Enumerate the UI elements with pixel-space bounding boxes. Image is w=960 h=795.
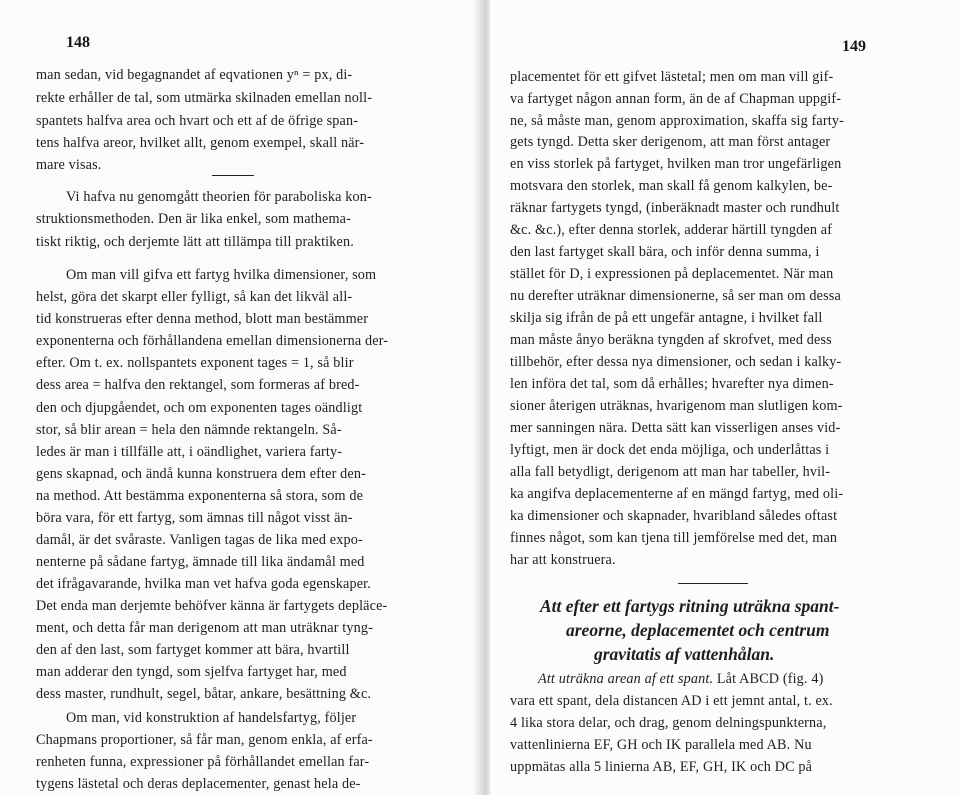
text-line: uppmätas alla 5 linierna AB, EF, GH, IK och DC på: [510, 759, 813, 775]
text-line: ledes är man i tillfälle att, i oändlighet, variera farty-: [36, 444, 343, 460]
section-heading: gravitatis af vattenhålan.: [594, 644, 775, 664]
text-line: tid konstrueras efter denna method, blott man bestämmer: [36, 311, 369, 327]
subsection-line: [538, 672, 823, 686]
text-line: efter. Om t. ex. nollspantets exponent tages = 1, så blir: [36, 355, 354, 371]
text-line: en viss storlek på fartyget, hvilken man tror ungefärligen: [510, 156, 842, 172]
text-line: mare visas.: [36, 157, 102, 173]
text-line: stor, så blir arean = hela den nämnde rektangeln. Så-: [36, 422, 342, 438]
text-line: gets tyngd. Detta sker derigenom, att man först antager: [510, 134, 831, 150]
text-line: tygens lästetal och deras deplacementer, genast hela de-: [36, 776, 361, 792]
subsection-lead: Att uträkna arean af ett spant.: [538, 671, 714, 687]
left-page: [0, 0, 478, 795]
text-line: ka dimensioner och skapnader, hvaribland således oftast: [510, 508, 838, 524]
text-line: ka angifva deplacementerne af en mängd fartyg, med oli-: [510, 486, 844, 502]
text-line: man måste ånyo beräkna tyngden af skrofvet, med dess: [510, 332, 832, 348]
text-line: &c. &c.), efter denna storlek, adderar härtill tyngden af: [510, 222, 833, 238]
text-line: det ifrågavarande, hvilka man vet hafva goda egenskaper.: [36, 576, 371, 592]
text-line: sioner återigen uträknas, hvarigenom man slutligen kom-: [510, 398, 843, 414]
text-line: ne, så måste man, genom approximation, skaffa sig farty-: [510, 113, 844, 129]
text-line: nu derefter uträknar dimensionerne, så ser man om dessa: [510, 288, 841, 304]
section-heading: Att efter ett fartygs ritning uträkna spant-: [540, 596, 840, 616]
text-line: räknar fartygets tyngd, (inberäknadt master och rundhult: [510, 200, 840, 216]
text-line: gens skapnad, och ändå kunna konstruera dem efter den-: [36, 466, 366, 482]
text-line: na method. Att bestämma exponenterna så stora, som de: [36, 488, 364, 504]
text-line: helst, göra det skarpt eller fylligt, så kan det likväl all-: [36, 289, 353, 305]
right-page: [490, 0, 960, 795]
text-line: tens halfva areor, hvilket allt, genom exempel, skall när-: [36, 135, 365, 151]
page-number: 149: [842, 38, 866, 55]
text-line: vara ett spant, dela distancen AD i ett jemnt antal, t. ex.: [510, 693, 833, 709]
text-line: Om man vill gifva ett fartyg hvilka dimensioner, som: [66, 267, 377, 283]
text-line: Om man, vid konstruktion af handelsfartyg, följer: [66, 710, 357, 726]
text-line: mer sanningen nära. Detta sätt kan visserligen anses vid-: [510, 420, 841, 436]
text-line: stället för D, i expressionen på deplacementet. När man: [510, 266, 834, 282]
text-line: struktionsmethoden. Den är lika enkel, som mathema-: [36, 211, 351, 227]
text-line: den af den last, som fartyget kommer att bära, hvartill: [36, 642, 350, 658]
section-rule: [678, 583, 748, 584]
text-line: va fartyget någon annan form, än de af Chapman uppgif-: [510, 91, 842, 107]
text-line: har att konstruera.: [510, 552, 616, 568]
text-line: spantets halfva area och hvart och ett af de öfrige span-: [36, 113, 359, 129]
text-line: dess master, rundhult, segel, båtar, ankare, besättning &c.: [36, 686, 372, 702]
subsection-text: Låt ABCD (fig. 4): [716, 671, 824, 687]
text-line: 4 lika stora delar, och drag, genom delningspunkterna,: [510, 715, 827, 731]
text-line: den last fartyget skall bära, och inför denna summa, i: [510, 244, 820, 260]
text-line: ment, och detta får man derigenom att man uträknar tyng-: [36, 620, 373, 636]
text-line: alla fall betydligt, derigenom att man har tabeller, hvil-: [510, 464, 831, 480]
text-line: lyftigt, men är dock det enda möjliga, och underlåttas i: [510, 442, 830, 458]
text-line: rekte erhåller de tal, som utmärka skilnaden emellan noll-: [36, 90, 373, 106]
text-line: dess area = halfva den rektangel, som formeras af bred-: [36, 377, 360, 393]
text-line: len införa det tal, som då erhålles; hvarefter nya dimen-: [510, 376, 834, 392]
page-number: 148: [66, 34, 90, 51]
text-line: skilja sig ifrån de på ett ungefär antagne, i hvilket fall: [510, 310, 823, 326]
section-heading: areorne, deplacementet och centrum: [566, 620, 830, 640]
text-line: man adderar den tyngd, som sjelfva fartyget har, med: [36, 664, 347, 680]
text-line: damål, är det svåraste. Vanligen tagas de lika med expo-: [36, 532, 363, 548]
text-line: exponenterna och förhållandena emellan dimensionerna der-: [36, 333, 389, 349]
text-line: tiskt riktig, och derjemte lätt att tillämpa till praktiken.: [36, 234, 354, 250]
section-rule: [212, 175, 254, 176]
text-line: Vi hafva nu genomgått theorien för paraboliska kon-: [66, 189, 372, 205]
text-line: Chapmans proportioner, så får man, genom enkla, af erfa-: [36, 732, 373, 748]
text-line: placementet för ett gifvet lästetal; men om man vill gif-: [510, 69, 834, 85]
text-line: vattenlinierna EF, GH och IK parallela med AB. Nu: [510, 737, 812, 753]
text-line: nenterne på sådane fartyg, ämnade till lika ändamål med: [36, 554, 365, 570]
text-line: den och djupgåendet, och om exponenten tages oändligt: [36, 400, 363, 416]
text-line: finnes något, som kan tjena till jemförelse med det, man: [510, 530, 838, 546]
text-line: Det enda man derjemte behöfver känna är fartygets depläce-: [36, 598, 388, 614]
text-line: motsvara den storlek, man skall få genom kalkylen, be-: [510, 178, 833, 194]
text-line: renheten funna, expressioner på förhållandet emellan far-: [36, 754, 370, 770]
text-line: böra vara, för ett fartyg, som ämnas till något visst än-: [36, 510, 353, 526]
text-line: man sedan, vid begagnandet af eqvationen yⁿ = px, di-: [36, 67, 353, 83]
text-line: tillbehör, efter dessa nya dimensioner, och sedan i kalky-: [510, 354, 842, 370]
